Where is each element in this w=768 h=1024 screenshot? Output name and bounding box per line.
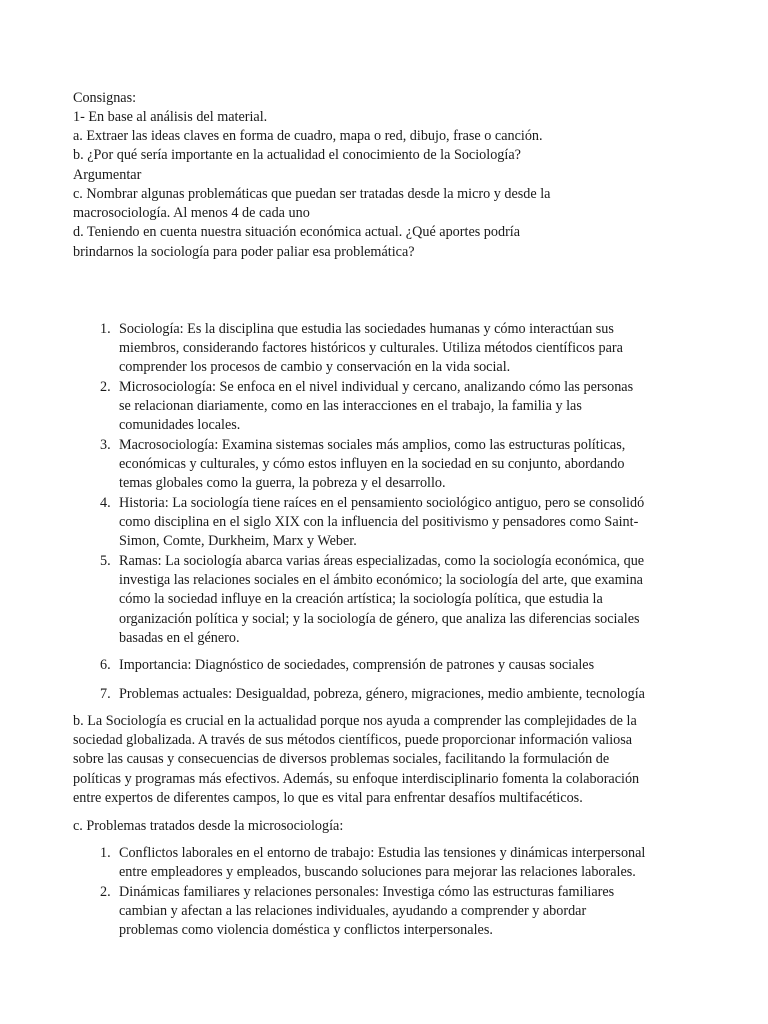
list-item-text: Conflictos laborales en el entorno de trabajo: Estudia las tensiones y dinámicas interpersonal entre empleadores y empleados, buscando soluciones para mejorar las relaciones laborales. [119, 845, 646, 881]
consigna-line: a. Extraer las ideas claves en forma de cuadro, mapa o red, dibujo, frase o canción. [73, 128, 543, 144]
consigna-line: macrosociología. Al menos 4 de cada uno [73, 205, 310, 221]
list-number: 5. [100, 553, 111, 569]
list-number: 2. [100, 884, 111, 900]
paragraph-line: entre expertos de diferentes campos, lo que es vital para enfrentar desafíos multifacéticos. [73, 790, 583, 806]
list-number: 6. [100, 657, 111, 673]
consignas-title: Consignas: [73, 90, 137, 106]
list-number: 4. [100, 495, 111, 511]
paragraph-line: sobre las causas y consecuencias de diversos problemas sociales, facilitando la formulación de [73, 751, 610, 767]
list-number: 1. [100, 321, 111, 337]
list-number: 2. [100, 379, 111, 395]
list-item-text: Dinámicas familiares y relaciones personales: Investiga cómo las estructuras familiares cambian y afectan a las relaciones individuales, ayudando a comprender y abordar problemas como violencia doméstica y conflictos interpersonales. [119, 884, 615, 939]
consigna-line: d. Teniendo en cuenta nuestra situación económica actual. ¿Qué aportes podría [73, 224, 521, 240]
consigna-line: brindarnos la sociología para poder paliar esa problemática? [73, 244, 415, 260]
list-item-text: Historia: La sociología tiene raíces en el pensamiento sociológico antiguo, pero se consolidó como disciplina en el siglo XIX con la influencia del positivismo y pensadores como Saint- Simon, Comte, Durkheim, Marx y Weber. [119, 495, 645, 550]
list-item-text: Macrosociología: Examina sistemas sociales más amplios, como las estructuras políticas, económicas y culturales, y cómo estos influyen en la sociedad en su conjunto, abordando temas globales como la guerra, la pobreza y el desarrollo. [119, 437, 626, 492]
consigna-line: 1- En base al análisis del material. [73, 109, 268, 125]
paragraph-line: políticas y programas más efectivos. Además, su enfoque interdisciplinario fomenta la colaboración [73, 771, 640, 787]
paragraph-line: sociedad globalizada. A través de sus métodos científicos, puede proporcionar información valiosa [73, 732, 633, 748]
consigna-line: c. Nombrar algunas problemáticas que puedan ser tratadas desde la micro y desde la [73, 186, 551, 202]
consigna-line: Argumentar [73, 167, 142, 183]
list-number: 3. [100, 437, 111, 453]
list-number: 7. [100, 686, 111, 702]
answer-c-heading: c. Problemas tratados desde la microsociología: [73, 818, 344, 834]
list-item-text: Importancia: Diagnóstico de sociedades, comprensión de patrones y causas sociales [119, 657, 595, 673]
list-number: 1. [100, 845, 111, 861]
list-item-text: Problemas actuales: Desigualdad, pobreza, género, migraciones, medio ambiente, tecnología [119, 686, 645, 702]
list-item-text: Ramas: La sociología abarca varias áreas especializadas, como la sociología económica, que investiga las relaciones sociales en el ámbito económico; la sociología del arte, que examina cómo la sociedad influye en la creación artística; la sociología política, que estudia la organización política y social; y la sociología de género, que analiza las diferencias sociales basadas en el género. [119, 553, 645, 646]
list-item-text: Sociología: Es la disciplina que estudia las sociedades humanas y cómo interactúan sus miembros, considerando factores históricos y culturales. Utiliza métodos científicos para comprender los procesos de cambio y conservación en la vida social. [119, 321, 623, 376]
consigna-line: b. ¿Por qué sería importante en la actualidad el conocimiento de la Sociología? [73, 147, 521, 163]
paragraph-line: b. La Sociología es crucial en la actualidad porque nos ayuda a comprender las complejidades de la [73, 713, 637, 729]
list-item-text: Microsociología: Se enfoca en el nivel individual y cercano, analizando cómo las personas se relacionan diariamente, como en las interacciones en el trabajo, la familia y las comunidades locales. [119, 379, 634, 434]
